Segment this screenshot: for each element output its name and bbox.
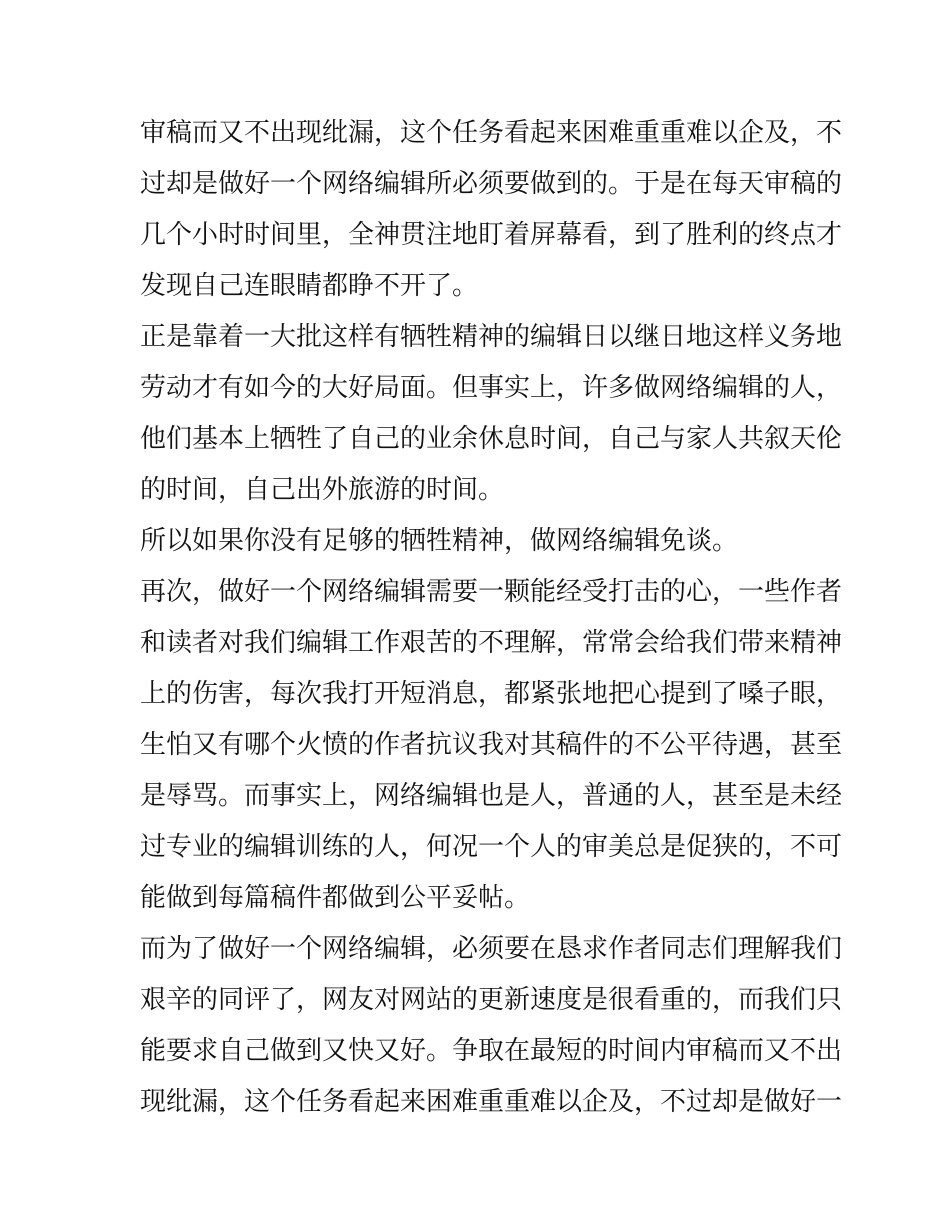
text-line: 过专业的编辑训练的人，何况一个人的审美总是促狭的，不可 (140, 832, 843, 862)
paragraph-1 (140, 108, 843, 312)
paragraph-3 (140, 516, 812, 567)
paragraph-4 (140, 567, 843, 924)
text-line: 过却是做好一个网络编辑所必须要做到的。于是在每天审稿的 (140, 169, 843, 199)
paragraph-2 (140, 312, 843, 516)
document-page (140, 108, 843, 1128)
text-line: 艰辛的同评了，网友对网站的更新速度是很看重的，而我们只 (140, 985, 843, 1015)
text-line: 的时间，自己出外旅游的时间。 (140, 475, 505, 505)
text-line: 他们基本上牺牲了自己的业余休息时间，自己与家人共叙天伦 (140, 424, 843, 454)
text-line: 能做到每篇稿件都做到公平妥帖。 (140, 883, 531, 913)
text-line: 生怕又有哪个火愤的作者抗议我对其稿件的不公平待遇，甚至 (140, 730, 843, 760)
text-line: 和读者对我们编辑工作艰苦的不理解，常常会给我们带来精神 (140, 628, 843, 658)
text-line: 所以如果你没有足够的牺牲精神，做网络编辑免谈。 (140, 526, 739, 556)
text-line: 发现自己连眼睛都睁不开了。 (140, 271, 479, 301)
text-line: 劳动才有如今的大好局面。但事实上，许多做网络编辑的人， (140, 373, 843, 403)
text-line: 而为了做好一个网络编辑，必须要在恳求作者同志们理解我们 (140, 934, 843, 964)
text-line: 再次，做好一个网络编辑需要一颗能经受打击的心，一些作者 (140, 577, 843, 607)
text-line: 能要求自己做到又快又好。争取在最短的时间内审稿而又不出 (140, 1036, 843, 1066)
text-line: 上的伤害，每次我打开短消息，都紧张地把心提到了嗓子眼， (140, 679, 843, 709)
text-line: 正是靠着一大批这样有牺牲精神的编辑日以继日地这样义务地 (140, 322, 843, 352)
text-line: 审稿而又不出现纰漏，这个任务看起来困难重重难以企及，不 (140, 118, 843, 148)
text-line: 是辱骂。而事实上，网络编辑也是人，普通的人，甚至是未经 (140, 781, 843, 811)
text-line: 几个小时时间里，全神贯注地盯着屏幕看，到了胜利的终点才 (140, 220, 843, 250)
text-line: 现纰漏，这个任务看起来困难重重难以企及，不过却是做好一 (140, 1087, 843, 1117)
paragraph-5 (140, 924, 843, 1128)
